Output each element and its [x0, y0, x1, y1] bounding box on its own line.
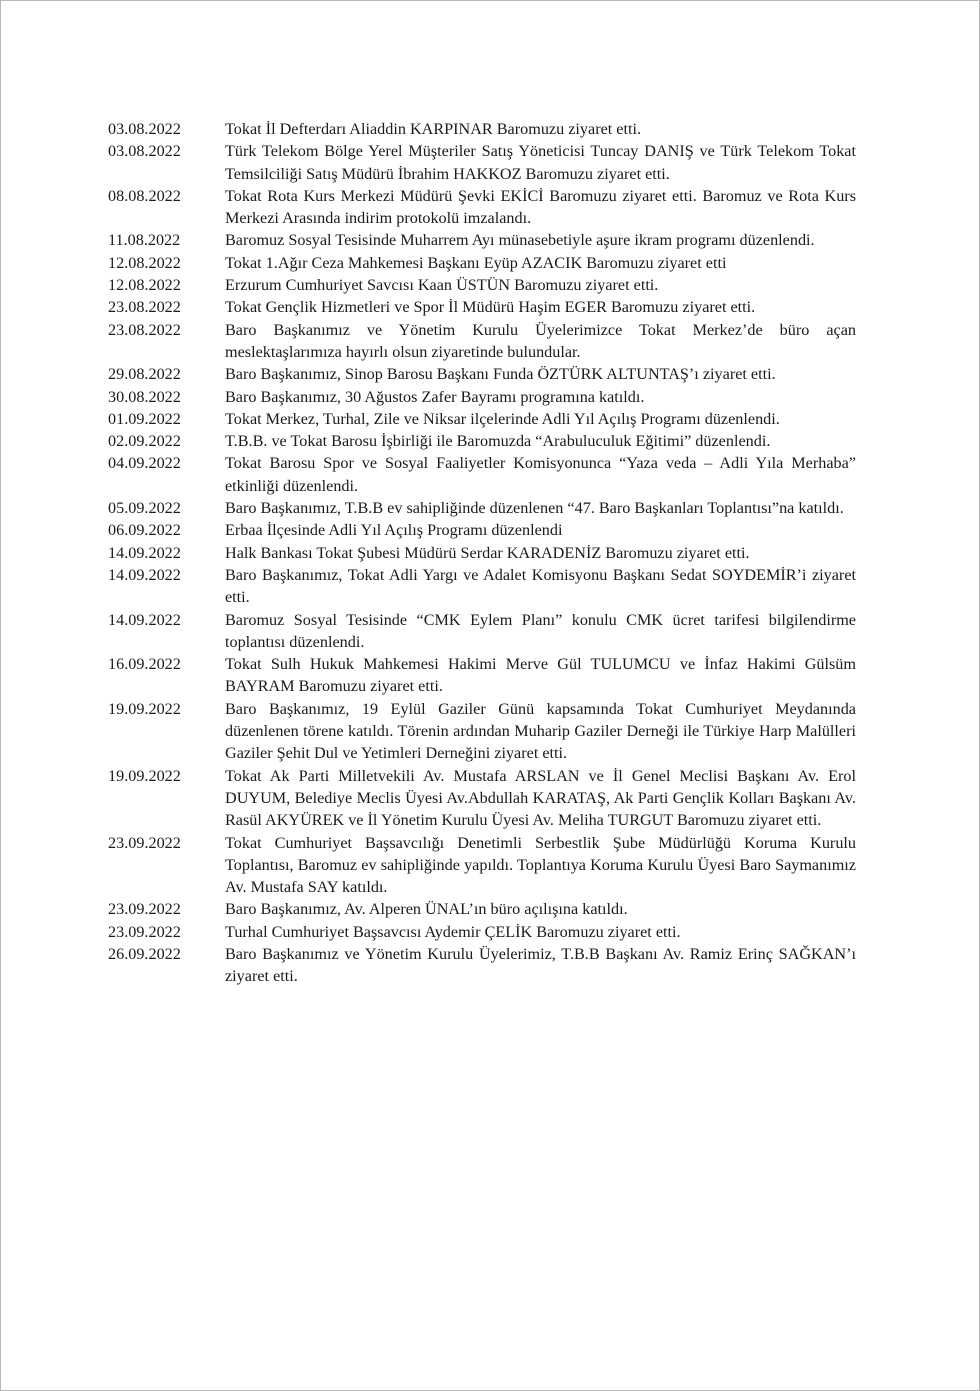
entry-text: Tokat İl Defterdarı Aliaddin KARPINAR Baromuzu ziyaret etti.	[225, 120, 642, 138]
entry-date: 23.08.2022	[108, 298, 181, 317]
entry-text: Tokat Cumhuriyet Başsavcılığı Denetimli Serbestlik Şube Müdürlüğü Koruma Kurulu Toplantısı, Baromuz ev sahipliğinde yapıldı. Toplantıya Koruma Kurulu Üyesi Baro Saymanımız Av. Mustafa SAY katıldı.	[225, 833, 856, 897]
list-item	[108, 452, 856, 497]
entry-date: 01.09.2022	[108, 409, 181, 428]
list-item	[108, 140, 856, 185]
activity-list	[108, 118, 856, 988]
list-item	[108, 252, 856, 274]
entry-date: 23.09.2022	[108, 922, 181, 941]
list-item	[108, 765, 856, 832]
entry-text: Baro Başkanımız, T.B.B ev sahipliğinde düzenlenen “47. Baro Başkanları Toplantısı”na katıldı.	[225, 499, 844, 518]
list-item	[108, 319, 856, 364]
list-item	[108, 274, 856, 296]
entry-text: Baro Başkanımız, Sinop Barosu Başkanı Funda ÖZTÜRK ALTUNTAŞ’ı ziyaret etti.	[225, 365, 776, 384]
list-item	[108, 921, 856, 943]
entry-date: 03.08.2022	[108, 120, 181, 138]
entry-text: Baro Başkanımız ve Yönetim Kurulu Üyelerimiz, T.B.B Başkanı Av. Ramiz Erinç SAĞKAN’ı ziyaret etti.	[225, 944, 856, 986]
entry-date: 02.09.2022	[108, 432, 181, 451]
list-item	[108, 118, 856, 140]
entry-text: Tokat Merkez, Turhal, Zile ve Niksar ilçelerinde Adli Yıl Açılış Programı düzenlendi.	[225, 409, 780, 428]
entry-date: 11.08.2022	[108, 231, 181, 250]
entry-date: 23.09.2022	[108, 833, 181, 852]
list-item	[108, 519, 856, 541]
list-item	[108, 229, 856, 251]
entry-date: 26.09.2022	[108, 944, 181, 963]
entry-text: Baro Başkanımız ve Yönetim Kurulu Üyelerimizce Tokat Merkez’de büro açan meslektaşlarımıza hayırlı olsun ziyaretinde bulundular.	[225, 320, 856, 361]
list-item	[108, 564, 856, 609]
list-item	[108, 653, 856, 698]
entry-text: Baro Başkanımız, 19 Eylül Gaziler Günü kapsamında Tokat Cumhuriyet Meydanında düzenlenen törene katıldı. Törenin ardından Muharip Gaziler Derneği ile Türkiye Harp Malülleri Gaziler Şehit Dul ve Yetimleri Derneğini ziyaret etti.	[225, 699, 856, 763]
entry-text: Halk Bankası Tokat Şubesi Müdürü Serdar KARADENİZ Baromuzu ziyaret etti.	[225, 543, 750, 562]
list-item	[108, 497, 856, 519]
list-item	[108, 296, 856, 318]
list-item	[108, 386, 856, 408]
entry-date: 14.09.2022	[108, 565, 181, 584]
list-item	[108, 185, 856, 230]
entry-date: 23.08.2022	[108, 320, 181, 339]
entry-text: Tokat Gençlik Hizmetleri ve Spor İl Müdürü Haşim EGER Baromuzu ziyaret etti.	[225, 298, 756, 317]
entry-text: Tokat Ak Parti Milletvekili Av. Mustafa ARSLAN ve İl Genel Meclisi Başkanı Av. Erol DUYUM, Belediye Meclis Üyesi Av.Abdullah KARATAŞ, Ak Parti Gençlik Kolları Başkanı Av. Rasül AKYÜREK ve İl Yönetim Kurulu Üyesi Av. Meliha TURGUT Baromuzu ziyaret etti.	[225, 766, 856, 830]
entry-date: 30.08.2022	[108, 387, 181, 406]
entry-date: 08.08.2022	[108, 186, 181, 205]
list-item	[108, 408, 856, 430]
entry-date: 19.09.2022	[108, 766, 181, 785]
entry-text: Erbaa İlçesinde Adli Yıl Açılış Programı düzenlendi	[225, 521, 563, 540]
entry-date: 04.09.2022	[108, 454, 181, 473]
entry-text: Baromuz Sosyal Tesisinde “CMK Eylem Planı” konulu CMK ücret tarifesi bilgilendirme toplantısı düzenlendi.	[225, 610, 856, 651]
entry-date: 14.09.2022	[108, 610, 181, 629]
entry-text: Tokat Rota Kurs Merkezi Müdürü Şevki EKİCİ Baromuzu ziyaret etti. Baromuz ve Rota Kurs Merkezi Arasında indirim protokolü imzalandı.	[225, 186, 856, 228]
entry-text: T.B.B. ve Tokat Barosu İşbirliği ile Baromuzda “Arabuluculuk Eğitimi” düzenlendi.	[225, 432, 771, 451]
entry-date: 29.08.2022	[108, 365, 181, 384]
entry-text: Baromuz Sosyal Tesisinde Muharrem Ayı münasebetiyle aşure ikram programı düzenlendi.	[225, 231, 815, 250]
list-item	[108, 363, 856, 385]
list-item	[108, 542, 856, 564]
entry-date: 05.09.2022	[108, 499, 181, 518]
entry-date: 12.08.2022	[108, 276, 181, 295]
entry-text: Baro Başkanımız, Tokat Adli Yargı ve Adalet Komisyonu Başkanı Sedat SOYDEMİR’i ziyaret etti.	[225, 565, 856, 607]
entry-text: Tokat 1.Ağır Ceza Mahkemesi Başkanı Eyüp AZACIK Baromuzu ziyaret etti	[225, 253, 727, 272]
entry-date: 03.08.2022	[108, 142, 181, 161]
entry-date: 16.09.2022	[108, 655, 181, 674]
entry-date: 12.08.2022	[108, 253, 181, 272]
list-item	[108, 698, 856, 765]
entry-text: Tokat Barosu Spor ve Sosyal Faaliyetler Komisyonunca “Yaza veda – Adli Yıla Merhaba” etkinliği düzenlendi.	[225, 454, 856, 495]
list-item	[108, 609, 856, 654]
entry-text: Erzurum Cumhuriyet Savcısı Kaan ÜSTÜN Baromuzu ziyaret etti.	[225, 276, 659, 295]
list-item	[108, 430, 856, 452]
entry-text: Baro Başkanımız, Av. Alperen ÜNAL’ın büro açılışına katıldı.	[225, 900, 628, 919]
entry-text: Tokat Sulh Hukuk Mahkemesi Hakimi Merve Gül TULUMCU ve İnfaz Hakimi Gülsüm BAYRAM Baromuzu ziyaret etti.	[225, 655, 856, 696]
list-item	[108, 898, 856, 920]
entry-date: 23.09.2022	[108, 900, 181, 919]
entry-text: Baro Başkanımız, 30 Ağustos Zafer Bayramı programına katıldı.	[225, 387, 645, 406]
entry-date: 19.09.2022	[108, 699, 181, 718]
entry-text: Türk Telekom Bölge Yerel Müşteriler Satış Yöneticisi Tuncay DANIŞ ve Türk Telekom Tokat Temsilciliği Satış Müdürü İbrahim HAKKOZ Baromuzu ziyaret etti.	[225, 142, 856, 183]
entry-date: 14.09.2022	[108, 543, 181, 562]
list-item	[108, 832, 856, 899]
list-item	[108, 943, 856, 988]
entry-date: 06.09.2022	[108, 521, 181, 540]
entry-text: Turhal Cumhuriyet Başsavcısı Aydemir ÇELİK Baromuzu ziyaret etti.	[225, 922, 681, 941]
